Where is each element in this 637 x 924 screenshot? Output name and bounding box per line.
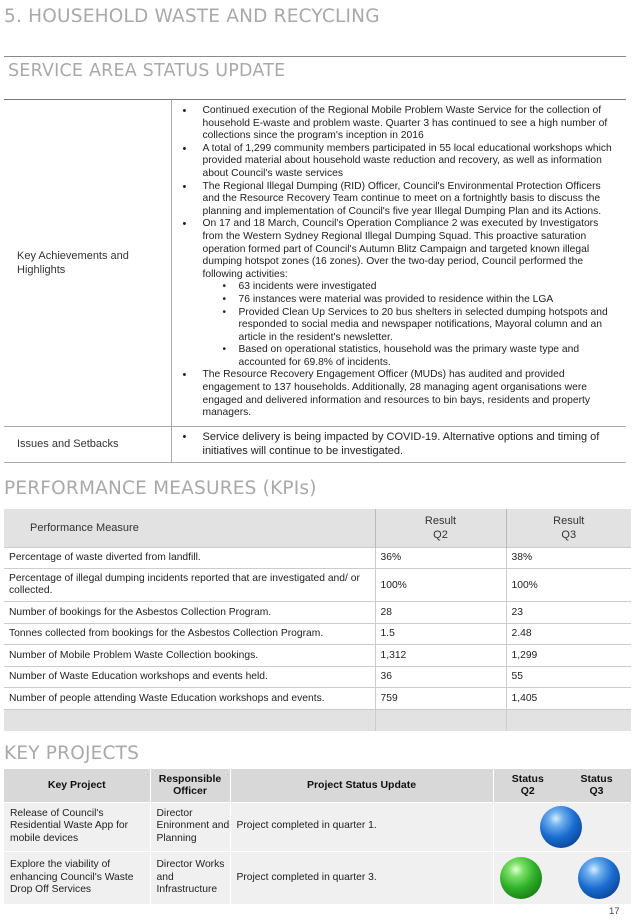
kpi-q2: 36 [375, 666, 506, 688]
kpi-row [4, 602, 631, 624]
achievement-item: • The Resource Recovery Engagement Officer (MUDs) has audited and provided engagement to 137 households. Additionally, 28 managing agent organisations were engaged and delivered information and resources to bin bays, residents and property managers. [172, 369, 617, 419]
status-blue-orb-icon [578, 857, 620, 899]
status-blue-orb-icon [540, 806, 582, 848]
kpi-measure: Tonnes collected from bookings for the Asbestos Collection Program. [4, 623, 375, 645]
project-status-q3 [562, 851, 631, 904]
sub-activities-list [203, 281, 617, 369]
projects-header-project: Key Project [4, 769, 150, 802]
kpi-row [4, 645, 631, 667]
kpi-header-row [4, 509, 631, 547]
kpi-q3: 2.48 [506, 623, 631, 645]
projects-header-update: Project Status Update [230, 769, 493, 802]
kpi-header-measure: Performance Measure [4, 509, 375, 547]
kpi-title: PERFORMANCE MEASURES (KPIs) [4, 478, 317, 499]
issues-list [172, 431, 617, 458]
kpi-measure: Number of people attending Waste Education workshops and events. [4, 688, 375, 710]
kpi-q2: 100% [375, 569, 506, 602]
projects-header-officer: Responsible Officer [150, 769, 230, 802]
sub-activity-item: • Based on operational statistics, household was the primary waste type and accounted for 69.8% of incidents. [203, 344, 617, 369]
kpi-header-q2: Result Q2 [375, 509, 506, 547]
project-update: Project completed in quarter 3. [230, 851, 493, 904]
achievements-row [4, 100, 626, 427]
kpi-q2: 759 [375, 688, 506, 710]
service-area-table [4, 99, 626, 463]
achievements-label: Key Achievements and Highlights [4, 100, 171, 427]
kpi-measure: Number of Waste Education workshops and events held. [4, 666, 375, 688]
kpi-row [4, 569, 631, 602]
kpi-q3: 100% [506, 569, 631, 602]
achievement-item: • The Regional Illegal Dumping (RID) Officer, Council's Environmental Protection Officers and the Resource Recovery Team continue to meet on a fortnightly basis to discuss the planning and implementation of Council's five year Illegal Dumping Plan and its Actions. [172, 181, 617, 219]
project-officer: Director Enironment and Planning [150, 802, 230, 851]
project-status-q2 [493, 851, 562, 904]
issue-item: • Service delivery is being impacted by COVID-19. Alternative options and timing of initiatives will continue to be investigated. [172, 431, 617, 458]
projects-table [4, 769, 631, 904]
projects-title: KEY PROJECTS [4, 743, 140, 764]
project-row [4, 802, 631, 851]
status-green-orb-icon [500, 857, 542, 899]
kpi-table [4, 509, 631, 731]
project-row [4, 851, 631, 904]
kpi-row [4, 623, 631, 645]
kpi-measure: Number of bookings for the Asbestos Collection Program. [4, 602, 375, 624]
issues-content [171, 426, 626, 462]
project-update: Project completed in quarter 1. [230, 802, 493, 851]
kpi-q2: 1.5 [375, 623, 506, 645]
issues-row [4, 426, 626, 462]
kpi-row [4, 547, 631, 569]
achievements-content [171, 100, 626, 427]
section-divider [4, 56, 626, 57]
kpi-q3: 1,405 [506, 688, 631, 710]
kpi-row [4, 666, 631, 688]
kpi-header-q3: Result Q3 [506, 509, 631, 547]
projects-header-row [4, 769, 631, 802]
project-status-q3 [562, 802, 631, 851]
page-number: 17 [609, 906, 620, 917]
achievement-item: • A total of 1,299 community members participated in 55 local educational workshops which provided material about household waste reduction and recovery, as well as information about Council's waste services [172, 143, 617, 181]
sub-activity-item: • 76 instances were material was provided to residence within the LGA [203, 294, 617, 307]
sub-activity-item: • Provided Clean Up Services to 20 bus shelters in selected dumping hotspots and responded to social media and newspaper notifications, Mayoral column and an article in the resident's newsletter. [203, 307, 617, 345]
sub-activity-item: • 63 incidents were investigated [203, 281, 617, 294]
achievement-item [172, 218, 617, 369]
kpi-q2: 36% [375, 547, 506, 569]
projects-header-status-q3: Status Q3 [562, 769, 631, 802]
kpi-measure: Number of Mobile Problem Waste Collection bookings. [4, 645, 375, 667]
projects-header-status-q2: Status Q2 [493, 769, 562, 802]
kpi-measure: Percentage of illegal dumping incidents reported that are investigated and/ or collected. [4, 569, 375, 602]
kpi-q3: 23 [506, 602, 631, 624]
kpi-row [4, 688, 631, 710]
project-officer: Director Works and Infrastructure [150, 851, 230, 904]
kpi-q3: 38% [506, 547, 631, 569]
service-area-title: SERVICE AREA STATUS UPDATE [8, 61, 286, 81]
kpi-measure: Percentage of waste diverted from landfill. [4, 547, 375, 569]
kpi-q3: 1,299 [506, 645, 631, 667]
achievement-item: • Continued execution of the Regional Mobile Problem Waste Service for the collection of household E-waste and problem waste. Quarter 3 has continued to see a high number of collections since the program's inception in 2016 [172, 105, 617, 143]
project-name: Explore the viability of enhancing Council's Waste Drop Off Services [4, 851, 150, 904]
issues-label: Issues and Setbacks [4, 426, 171, 462]
section-title: 5. HOUSEHOLD WASTE AND RECYCLING [4, 6, 380, 27]
achievement-item-text: On 17 and 18 March, Council's Operation Compliance 2 was executed by Investigators from the Western Sydney Regional Illegal Dumping Squad. This proactive saturation operation formed part of Council's Autumn Blitz Campaign and targeted known illegal dumping hotspot zones (16 zones). Over the two-day period, Council performed the following activities: [202, 218, 599, 280]
kpi-q2: 28 [375, 602, 506, 624]
kpi-footer-row [4, 709, 631, 731]
kpi-q3: 55 [506, 666, 631, 688]
kpi-q2: 1,312 [375, 645, 506, 667]
achievements-list [172, 105, 617, 420]
project-name: Release of Council's Residential Waste App for mobile devices [4, 802, 150, 851]
